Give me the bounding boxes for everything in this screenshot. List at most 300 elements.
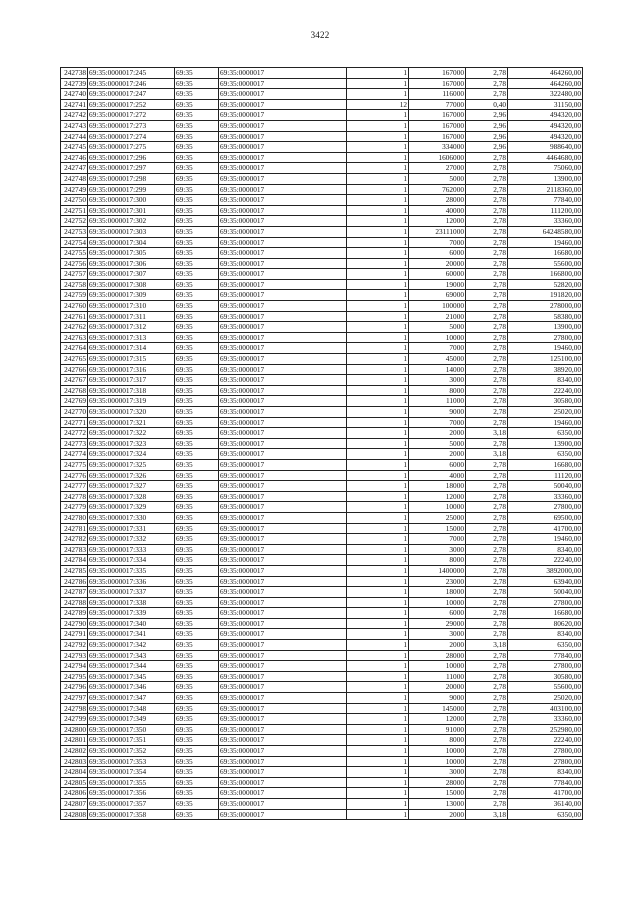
- quantity-cell: 1: [347, 576, 409, 587]
- value-cell: 27800,00: [508, 597, 583, 608]
- table-row: [61, 502, 583, 513]
- area-cell: 60000: [409, 269, 466, 280]
- area-cell: 23000: [409, 576, 466, 587]
- table-row: [61, 385, 583, 396]
- record-number-cell: 242787: [61, 587, 88, 598]
- registry-table: [60, 67, 583, 820]
- rate-cell: 2,78: [466, 756, 508, 767]
- area-cell: 10000: [409, 597, 466, 608]
- record-number-cell: 242777: [61, 481, 88, 492]
- quantity-cell: 1: [347, 629, 409, 640]
- cadastral-block-cell: 69:35:0000017: [219, 396, 347, 407]
- cadastral-block-cell: 69:35:0000017: [219, 385, 347, 396]
- quantity-cell: 1: [347, 417, 409, 428]
- cadastral-number-cell: 69:35:0000017:327: [88, 481, 175, 492]
- table-row: [61, 364, 583, 375]
- table-row: [61, 746, 583, 757]
- district-code-cell: 69:35: [175, 184, 219, 195]
- cadastral-number-cell: 69:35:0000017:346: [88, 682, 175, 693]
- value-cell: 988640,00: [508, 142, 583, 153]
- record-number-cell: 242791: [61, 629, 88, 640]
- cadastral-block-cell: 69:35:0000017: [219, 258, 347, 269]
- area-cell: 21000: [409, 311, 466, 322]
- record-number-cell: 242757: [61, 269, 88, 280]
- rate-cell: 2,78: [466, 279, 508, 290]
- district-code-cell: 69:35: [175, 682, 219, 693]
- table-row: [61, 661, 583, 672]
- rate-cell: 2,78: [466, 491, 508, 502]
- record-number-cell: 242742: [61, 110, 88, 121]
- record-number-cell: 242754: [61, 237, 88, 248]
- value-cell: 30580,00: [508, 396, 583, 407]
- rate-cell: 2,78: [466, 226, 508, 237]
- value-cell: 31150,00: [508, 99, 583, 110]
- cadastral-number-cell: 69:35:0000017:352: [88, 746, 175, 757]
- table-row: [61, 767, 583, 778]
- quantity-cell: 1: [347, 428, 409, 439]
- quantity-cell: 1: [347, 756, 409, 767]
- cadastral-number-cell: 69:35:0000017:298: [88, 173, 175, 184]
- cadastral-block-cell: 69:35:0000017: [219, 565, 347, 576]
- cadastral-number-cell: 69:35:0000017:296: [88, 152, 175, 163]
- rate-cell: 2,78: [466, 746, 508, 757]
- record-number-cell: 242738: [61, 68, 88, 79]
- rate-cell: 2,78: [466, 512, 508, 523]
- area-cell: 7000: [409, 237, 466, 248]
- cadastral-number-cell: 69:35:0000017:356: [88, 788, 175, 799]
- value-cell: 322480,00: [508, 89, 583, 100]
- cadastral-block-cell: 69:35:0000017: [219, 746, 347, 757]
- cadastral-block-cell: 69:35:0000017: [219, 343, 347, 354]
- table-row: [61, 735, 583, 746]
- value-cell: 6350,00: [508, 640, 583, 651]
- record-number-cell: 242805: [61, 777, 88, 788]
- table-row: [61, 777, 583, 788]
- cadastral-number-cell: 69:35:0000017:310: [88, 301, 175, 312]
- area-cell: 8000: [409, 555, 466, 566]
- quantity-cell: 1: [347, 68, 409, 79]
- district-code-cell: 69:35: [175, 375, 219, 386]
- quantity-cell: 1: [347, 354, 409, 365]
- record-number-cell: 242785: [61, 565, 88, 576]
- record-number-cell: 242793: [61, 650, 88, 661]
- area-cell: 5000: [409, 173, 466, 184]
- cadastral-block-cell: 69:35:0000017: [219, 576, 347, 587]
- value-cell: 252980,00: [508, 724, 583, 735]
- record-number-cell: 242783: [61, 544, 88, 555]
- rate-cell: 2,96: [466, 110, 508, 121]
- record-number-cell: 242803: [61, 756, 88, 767]
- district-code-cell: 69:35: [175, 279, 219, 290]
- rate-cell: 2,78: [466, 438, 508, 449]
- quantity-cell: 1: [347, 226, 409, 237]
- table-row: [61, 798, 583, 809]
- value-cell: 16680,00: [508, 248, 583, 259]
- cadastral-number-cell: 69:35:0000017:305: [88, 248, 175, 259]
- cadastral-block-cell: 69:35:0000017: [219, 788, 347, 799]
- cadastral-number-cell: 69:35:0000017:341: [88, 629, 175, 640]
- value-cell: 36140,00: [508, 798, 583, 809]
- area-cell: 167000: [409, 120, 466, 131]
- record-number-cell: 242804: [61, 767, 88, 778]
- cadastral-block-cell: 69:35:0000017: [219, 279, 347, 290]
- value-cell: 22240,00: [508, 555, 583, 566]
- quantity-cell: 1: [347, 152, 409, 163]
- table-row: [61, 544, 583, 555]
- cadastral-block-cell: 69:35:0000017: [219, 226, 347, 237]
- cadastral-block-cell: 69:35:0000017: [219, 650, 347, 661]
- rate-cell: 2,78: [466, 767, 508, 778]
- cadastral-number-cell: 69:35:0000017:338: [88, 597, 175, 608]
- cadastral-block-cell: 69:35:0000017: [219, 587, 347, 598]
- district-code-cell: 69:35: [175, 565, 219, 576]
- cadastral-number-cell: 69:35:0000017:340: [88, 618, 175, 629]
- table-row: [61, 152, 583, 163]
- table-row: [61, 290, 583, 301]
- district-code-cell: 69:35: [175, 364, 219, 375]
- area-cell: 2000: [409, 809, 466, 820]
- cadastral-number-cell: 69:35:0000017:326: [88, 470, 175, 481]
- cadastral-number-cell: 69:35:0000017:332: [88, 534, 175, 545]
- page-number: 3422: [310, 30, 330, 40]
- quantity-cell: 1: [347, 608, 409, 619]
- table-row: [61, 195, 583, 206]
- area-cell: 167000: [409, 68, 466, 79]
- area-cell: 8000: [409, 735, 466, 746]
- quantity-cell: 1: [347, 364, 409, 375]
- value-cell: 8340,00: [508, 767, 583, 778]
- table-row: [61, 332, 583, 343]
- district-code-cell: 69:35: [175, 798, 219, 809]
- record-number-cell: 242807: [61, 798, 88, 809]
- cadastral-number-cell: 69:35:0000017:309: [88, 290, 175, 301]
- value-cell: 8340,00: [508, 629, 583, 640]
- district-code-cell: 69:35: [175, 767, 219, 778]
- table-row: [61, 163, 583, 174]
- district-code-cell: 69:35: [175, 470, 219, 481]
- rate-cell: 2,78: [466, 248, 508, 259]
- record-number-cell: 242796: [61, 682, 88, 693]
- district-code-cell: 69:35: [175, 173, 219, 184]
- record-number-cell: 242774: [61, 449, 88, 460]
- cadastral-block-cell: 69:35:0000017: [219, 301, 347, 312]
- district-code-cell: 69:35: [175, 481, 219, 492]
- table-row: [61, 237, 583, 248]
- record-number-cell: 242806: [61, 788, 88, 799]
- record-number-cell: 242747: [61, 163, 88, 174]
- district-code-cell: 69:35: [175, 640, 219, 651]
- quantity-cell: 1: [347, 714, 409, 725]
- cadastral-number-cell: 69:35:0000017:275: [88, 142, 175, 153]
- quantity-cell: 1: [347, 724, 409, 735]
- area-cell: 3000: [409, 767, 466, 778]
- quantity-cell: 1: [347, 396, 409, 407]
- record-number-cell: 242745: [61, 142, 88, 153]
- table-row: [61, 269, 583, 280]
- area-cell: 3000: [409, 544, 466, 555]
- cadastral-block-cell: 69:35:0000017: [219, 152, 347, 163]
- rate-cell: 2,78: [466, 417, 508, 428]
- quantity-cell: 1: [347, 131, 409, 142]
- area-cell: 28000: [409, 650, 466, 661]
- district-code-cell: 69:35: [175, 68, 219, 79]
- district-code-cell: 69:35: [175, 587, 219, 598]
- table-row: [61, 565, 583, 576]
- value-cell: 55600,00: [508, 682, 583, 693]
- area-cell: 18000: [409, 587, 466, 598]
- district-code-cell: 69:35: [175, 618, 219, 629]
- value-cell: 77840,00: [508, 777, 583, 788]
- district-code-cell: 69:35: [175, 226, 219, 237]
- area-cell: 18000: [409, 481, 466, 492]
- cadastral-number-cell: 69:35:0000017:301: [88, 205, 175, 216]
- table-row: [61, 523, 583, 534]
- district-code-cell: 69:35: [175, 597, 219, 608]
- district-code-cell: 69:35: [175, 693, 219, 704]
- area-cell: 25000: [409, 512, 466, 523]
- cadastral-block-cell: 69:35:0000017: [219, 481, 347, 492]
- table-row: [61, 534, 583, 545]
- district-code-cell: 69:35: [175, 661, 219, 672]
- cadastral-block-cell: 69:35:0000017: [219, 555, 347, 566]
- quantity-cell: 1: [347, 438, 409, 449]
- rate-cell: 2,78: [466, 544, 508, 555]
- district-code-cell: 69:35: [175, 608, 219, 619]
- table-row: [61, 640, 583, 651]
- rate-cell: 2,78: [466, 290, 508, 301]
- cadastral-number-cell: 69:35:0000017:313: [88, 332, 175, 343]
- cadastral-number-cell: 69:35:0000017:358: [88, 809, 175, 820]
- value-cell: 13900,00: [508, 438, 583, 449]
- cadastral-number-cell: 69:35:0000017:343: [88, 650, 175, 661]
- cadastral-number-cell: 69:35:0000017:312: [88, 322, 175, 333]
- rate-cell: 2,78: [466, 332, 508, 343]
- table-row: [61, 671, 583, 682]
- record-number-cell: 242808: [61, 809, 88, 820]
- quantity-cell: 1: [347, 173, 409, 184]
- value-cell: 69500,00: [508, 512, 583, 523]
- table-row: [61, 756, 583, 767]
- area-cell: 28000: [409, 777, 466, 788]
- rate-cell: 2,78: [466, 216, 508, 227]
- area-cell: 1400000: [409, 565, 466, 576]
- table-row: [61, 120, 583, 131]
- cadastral-number-cell: 69:35:0000017:342: [88, 640, 175, 651]
- cadastral-number-cell: 69:35:0000017:252: [88, 99, 175, 110]
- table-row: [61, 184, 583, 195]
- rate-cell: 2,78: [466, 608, 508, 619]
- cadastral-block-cell: 69:35:0000017: [219, 502, 347, 513]
- district-code-cell: 69:35: [175, 396, 219, 407]
- quantity-cell: 1: [347, 671, 409, 682]
- cadastral-block-cell: 69:35:0000017: [219, 534, 347, 545]
- rate-cell: 2,78: [466, 470, 508, 481]
- cadastral-number-cell: 69:35:0000017:317: [88, 375, 175, 386]
- record-number-cell: 242788: [61, 597, 88, 608]
- area-cell: 167000: [409, 110, 466, 121]
- quantity-cell: 1: [347, 788, 409, 799]
- rate-cell: 2,78: [466, 629, 508, 640]
- cadastral-block-cell: 69:35:0000017: [219, 735, 347, 746]
- cadastral-number-cell: 69:35:0000017:355: [88, 777, 175, 788]
- rate-cell: 2,78: [466, 322, 508, 333]
- cadastral-number-cell: 69:35:0000017:303: [88, 226, 175, 237]
- district-code-cell: 69:35: [175, 216, 219, 227]
- record-number-cell: 242740: [61, 89, 88, 100]
- rate-cell: 2,78: [466, 724, 508, 735]
- value-cell: 33360,00: [508, 491, 583, 502]
- value-cell: 8340,00: [508, 544, 583, 555]
- cadastral-number-cell: 69:35:0000017:328: [88, 491, 175, 502]
- value-cell: 25020,00: [508, 693, 583, 704]
- district-code-cell: 69:35: [175, 195, 219, 206]
- cadastral-number-cell: 69:35:0000017:314: [88, 343, 175, 354]
- rate-cell: 2,78: [466, 534, 508, 545]
- value-cell: 33360,00: [508, 216, 583, 227]
- rate-cell: 2,78: [466, 661, 508, 672]
- quantity-cell: 1: [347, 587, 409, 598]
- value-cell: 64248580,00: [508, 226, 583, 237]
- value-cell: 22240,00: [508, 385, 583, 396]
- area-cell: 2000: [409, 428, 466, 439]
- value-cell: 41700,00: [508, 523, 583, 534]
- cadastral-block-cell: 69:35:0000017: [219, 629, 347, 640]
- district-code-cell: 69:35: [175, 110, 219, 121]
- quantity-cell: 1: [347, 279, 409, 290]
- record-number-cell: 242773: [61, 438, 88, 449]
- quantity-cell: 1: [347, 682, 409, 693]
- cadastral-block-cell: 69:35:0000017: [219, 205, 347, 216]
- quantity-cell: 1: [347, 481, 409, 492]
- value-cell: 38920,00: [508, 364, 583, 375]
- area-cell: 5000: [409, 322, 466, 333]
- area-cell: 9000: [409, 407, 466, 418]
- record-number-cell: 242780: [61, 512, 88, 523]
- area-cell: 45000: [409, 354, 466, 365]
- area-cell: 15000: [409, 523, 466, 534]
- rate-cell: 2,78: [466, 671, 508, 682]
- district-code-cell: 69:35: [175, 258, 219, 269]
- quantity-cell: 1: [347, 449, 409, 460]
- district-code-cell: 69:35: [175, 322, 219, 333]
- record-number-cell: 242766: [61, 364, 88, 375]
- area-cell: 29000: [409, 618, 466, 629]
- rate-cell: 2,78: [466, 163, 508, 174]
- value-cell: 30580,00: [508, 671, 583, 682]
- area-cell: 167000: [409, 131, 466, 142]
- value-cell: 77840,00: [508, 650, 583, 661]
- value-cell: 464260,00: [508, 68, 583, 79]
- district-code-cell: 69:35: [175, 512, 219, 523]
- quantity-cell: 1: [347, 809, 409, 820]
- value-cell: 6350,00: [508, 428, 583, 439]
- cadastral-block-cell: 69:35:0000017: [219, 512, 347, 523]
- table-row: [61, 322, 583, 333]
- table-row: [61, 788, 583, 799]
- area-cell: 14000: [409, 364, 466, 375]
- rate-cell: 2,78: [466, 311, 508, 322]
- quantity-cell: 1: [347, 555, 409, 566]
- district-code-cell: 69:35: [175, 449, 219, 460]
- quantity-cell: 1: [347, 332, 409, 343]
- table-row: [61, 724, 583, 735]
- quantity-cell: 1: [347, 798, 409, 809]
- district-code-cell: 69:35: [175, 205, 219, 216]
- rate-cell: 2,78: [466, 682, 508, 693]
- quantity-cell: 1: [347, 120, 409, 131]
- cadastral-block-cell: 69:35:0000017: [219, 375, 347, 386]
- table-row: [61, 110, 583, 121]
- table-row: [61, 809, 583, 820]
- district-code-cell: 69:35: [175, 714, 219, 725]
- quantity-cell: 1: [347, 343, 409, 354]
- district-code-cell: 69:35: [175, 417, 219, 428]
- cadastral-block-cell: 69:35:0000017: [219, 322, 347, 333]
- record-number-cell: 242750: [61, 195, 88, 206]
- area-cell: 167000: [409, 78, 466, 89]
- table-row: [61, 68, 583, 79]
- cadastral-block-cell: 69:35:0000017: [219, 608, 347, 619]
- district-code-cell: 69:35: [175, 703, 219, 714]
- rate-cell: 2,78: [466, 407, 508, 418]
- cadastral-block-cell: 69:35:0000017: [219, 798, 347, 809]
- value-cell: 166800,00: [508, 269, 583, 280]
- quantity-cell: 1: [347, 544, 409, 555]
- registry-body: [61, 68, 583, 820]
- rate-cell: 2,78: [466, 714, 508, 725]
- district-code-cell: 69:35: [175, 311, 219, 322]
- quantity-cell: 1: [347, 110, 409, 121]
- cadastral-block-cell: 69:35:0000017: [219, 597, 347, 608]
- value-cell: 55600,00: [508, 258, 583, 269]
- record-number-cell: 242790: [61, 618, 88, 629]
- rate-cell: 2,78: [466, 788, 508, 799]
- table-row: [61, 248, 583, 259]
- cadastral-number-cell: 69:35:0000017:273: [88, 120, 175, 131]
- rate-cell: 2,78: [466, 650, 508, 661]
- cadastral-block-cell: 69:35:0000017: [219, 777, 347, 788]
- quantity-cell: 12: [347, 99, 409, 110]
- cadastral-block-cell: 69:35:0000017: [219, 332, 347, 343]
- district-code-cell: 69:35: [175, 491, 219, 502]
- area-cell: 6000: [409, 248, 466, 259]
- area-cell: 11000: [409, 396, 466, 407]
- cadastral-number-cell: 69:35:0000017:357: [88, 798, 175, 809]
- record-number-cell: 242764: [61, 343, 88, 354]
- area-cell: 2000: [409, 449, 466, 460]
- cadastral-block-cell: 69:35:0000017: [219, 640, 347, 651]
- quantity-cell: 1: [347, 703, 409, 714]
- value-cell: 75060,00: [508, 163, 583, 174]
- district-code-cell: 69:35: [175, 523, 219, 534]
- record-number-cell: 242758: [61, 279, 88, 290]
- value-cell: 16680,00: [508, 608, 583, 619]
- record-number-cell: 242782: [61, 534, 88, 545]
- cadastral-block-cell: 69:35:0000017: [219, 438, 347, 449]
- area-cell: 7000: [409, 534, 466, 545]
- rate-cell: 2,96: [466, 131, 508, 142]
- table-row: [61, 470, 583, 481]
- table-row: [61, 438, 583, 449]
- district-code-cell: 69:35: [175, 152, 219, 163]
- table-row: [61, 311, 583, 322]
- cadastral-block-cell: 69:35:0000017: [219, 449, 347, 460]
- cadastral-number-cell: 69:35:0000017:329: [88, 502, 175, 513]
- quantity-cell: 1: [347, 89, 409, 100]
- district-code-cell: 69:35: [175, 120, 219, 131]
- rate-cell: 2,78: [466, 565, 508, 576]
- table-row: [61, 608, 583, 619]
